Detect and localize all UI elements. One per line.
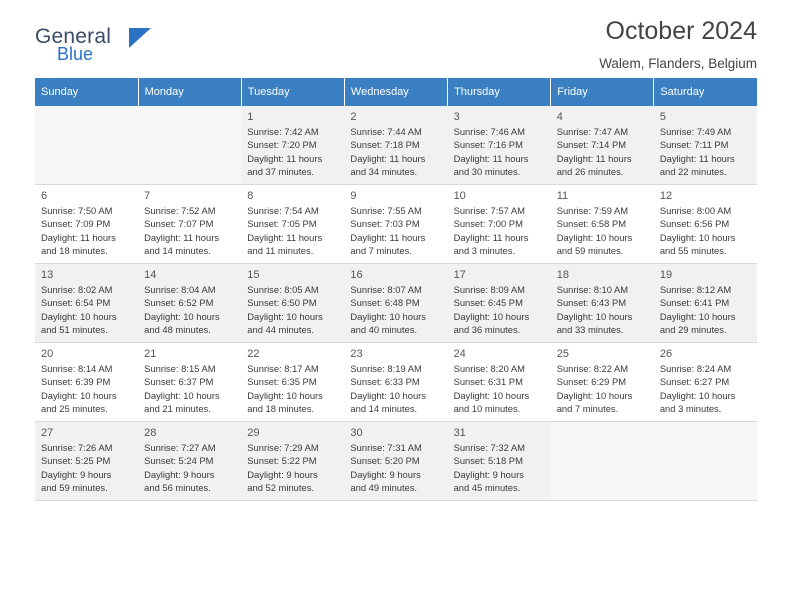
calendar-cell-day[interactable]	[344, 264, 447, 343]
day-detail-line: Daylight: 10 hours	[41, 389, 117, 401]
day-detail-line: Daylight: 11 hours	[453, 231, 529, 243]
day-detail-line: Sunrise: 7:46 AM	[453, 126, 525, 137]
day-number: 10	[453, 190, 466, 202]
day-number: 16	[350, 269, 363, 281]
calendar-cell-day[interactable]	[448, 422, 551, 501]
day-detail-line: Daylight: 10 hours	[659, 310, 736, 322]
day-details	[35, 204, 138, 258]
day-detail-line: Daylight: 10 hours	[350, 389, 426, 401]
day-details	[35, 283, 138, 337]
day-details	[448, 204, 551, 258]
day-detail-line: Sunrise: 7:55 AM	[350, 205, 422, 216]
day-detail-line: Sunset: 7:07 PM	[144, 218, 214, 230]
day-number: 29	[247, 427, 260, 439]
day-detail-line: and 37 minutes.	[247, 166, 314, 178]
day-details	[241, 283, 344, 337]
day-number: 15	[247, 269, 260, 281]
day-details	[138, 204, 241, 258]
day-details	[344, 441, 447, 495]
day-detail-line: and 29 minutes.	[659, 324, 727, 336]
day-detail-line: Daylight: 11 hours	[144, 231, 220, 243]
page-title: October 2024	[605, 17, 757, 45]
day-detail-line: Sunset: 6:48 PM	[350, 297, 420, 309]
day-detail-line: Sunrise: 8:10 AM	[556, 284, 629, 295]
logo	[35, 25, 112, 64]
day-detail-line: Daylight: 9 hours	[350, 468, 421, 480]
day-detail-line: Sunrise: 8:07 AM	[350, 284, 422, 295]
day-detail-line: Sunset: 6:35 PM	[247, 376, 317, 388]
day-detail-line: Daylight: 11 hours	[556, 152, 632, 164]
day-detail-line: and 44 minutes.	[247, 324, 314, 336]
day-detail-line: Sunrise: 7:31 AM	[350, 442, 422, 453]
day-detail-line: Sunset: 6:50 PM	[247, 297, 317, 309]
day-number: 26	[659, 348, 673, 360]
day-details	[241, 125, 344, 179]
day-detail-line: and 22 minutes.	[659, 166, 727, 178]
day-detail-line: Daylight: 10 hours	[453, 310, 530, 322]
day-detail-line: and 36 minutes.	[453, 324, 521, 336]
day-number: 21	[144, 348, 157, 360]
weekday-header-saturday: Saturday	[654, 78, 757, 106]
day-detail-line: Daylight: 10 hours	[556, 389, 633, 401]
day-detail-line: and 45 minutes.	[453, 482, 521, 494]
day-detail-line: Sunrise: 7:29 AM	[247, 442, 319, 453]
day-number: 23	[350, 348, 363, 360]
weekday-header-wednesday: Wednesday	[344, 78, 447, 106]
day-detail-line: Sunset: 7:14 PM	[556, 139, 627, 151]
day-detail-line: Sunset: 7:20 PM	[247, 139, 317, 151]
day-detail-line: Sunrise: 8:20 AM	[453, 363, 525, 374]
day-detail-line: Sunrise: 8:15 AM	[144, 363, 216, 374]
day-number: 6	[41, 190, 48, 202]
day-detail-line: Sunrise: 7:49 AM	[659, 126, 732, 137]
day-detail-line: Sunrise: 7:27 AM	[144, 442, 216, 453]
day-number: 5	[659, 111, 666, 123]
day-detail-line: Sunset: 7:09 PM	[41, 218, 111, 230]
day-detail-line: Sunset: 6:27 PM	[659, 376, 730, 388]
day-number: 14	[144, 269, 157, 281]
day-detail-line: Sunset: 7:00 PM	[453, 218, 523, 230]
day-details	[241, 204, 344, 258]
weekday-header-sunday: Sunday	[35, 78, 138, 106]
day-number: 1	[247, 111, 254, 123]
day-detail-line: and 55 minutes.	[659, 245, 727, 257]
day-detail-line: and 56 minutes.	[144, 482, 211, 494]
day-details	[35, 441, 138, 495]
day-details	[344, 204, 447, 258]
calendar-week-row	[35, 343, 757, 422]
day-number: 24	[453, 348, 466, 360]
day-detail-line: Daylight: 10 hours	[144, 310, 220, 322]
day-detail-line: Sunset: 6:37 PM	[144, 376, 214, 388]
day-detail-line: and 3 minutes.	[659, 403, 722, 415]
day-detail-line: Daylight: 11 hours	[41, 231, 116, 243]
day-detail-line: and 7 minutes.	[350, 245, 412, 257]
day-detail-line: Sunrise: 7:52 AM	[144, 205, 216, 216]
day-detail-line: Sunrise: 7:44 AM	[350, 126, 422, 137]
calendar-cell-day[interactable]	[344, 185, 447, 264]
day-detail-line: and 26 minutes.	[556, 166, 624, 178]
calendar-cell-day[interactable]	[551, 343, 654, 422]
day-detail-line: Daylight: 11 hours	[350, 152, 426, 164]
day-details	[448, 362, 551, 416]
day-detail-line: Daylight: 9 hours	[41, 468, 112, 480]
day-detail-line: Sunrise: 8:00 AM	[659, 205, 732, 216]
day-detail-line: Sunset: 5:25 PM	[41, 455, 111, 467]
day-detail-line: Sunset: 6:58 PM	[556, 218, 627, 230]
day-detail-line: and 25 minutes.	[41, 403, 108, 415]
day-detail-line: Daylight: 11 hours	[350, 231, 426, 243]
calendar-week-row	[35, 422, 757, 501]
weekday-header-monday: Monday	[138, 78, 241, 106]
day-detail-line: Sunset: 6:45 PM	[453, 297, 523, 309]
day-detail-line: and 34 minutes.	[350, 166, 418, 178]
calendar-cell-empty	[35, 106, 138, 185]
day-detail-line: Daylight: 10 hours	[659, 389, 736, 401]
day-detail-line: Sunrise: 8:09 AM	[453, 284, 525, 295]
day-detail-line: Sunrise: 7:47 AM	[556, 126, 629, 137]
day-detail-line: Daylight: 9 hours	[247, 468, 318, 480]
calendar-cell-day[interactable]	[241, 264, 344, 343]
calendar-cell-day[interactable]	[35, 185, 138, 264]
day-detail-line: Daylight: 11 hours	[453, 152, 529, 164]
day-detail-line: Daylight: 10 hours	[247, 389, 323, 401]
day-detail-line: Daylight: 10 hours	[350, 310, 426, 322]
day-details	[138, 441, 241, 495]
day-detail-line: Sunrise: 8:12 AM	[659, 284, 732, 295]
day-detail-line: Sunrise: 7:42 AM	[247, 126, 319, 137]
day-detail-line: Daylight: 11 hours	[247, 231, 323, 243]
day-number: 27	[41, 427, 54, 439]
day-detail-line: and 48 minutes.	[144, 324, 211, 336]
day-detail-line: Sunset: 6:52 PM	[144, 297, 214, 309]
title-block	[599, 18, 757, 71]
day-detail-line: Daylight: 11 hours	[247, 152, 323, 164]
day-number: 13	[41, 269, 54, 281]
calendar-cell-day[interactable]	[138, 264, 241, 343]
day-details	[654, 362, 757, 416]
day-detail-line: and 10 minutes.	[453, 403, 521, 415]
day-detail-line: Daylight: 10 hours	[556, 310, 633, 322]
day-detail-line: Daylight: 9 hours	[453, 468, 524, 480]
calendar-week-row	[35, 264, 757, 343]
calendar-cell-day[interactable]	[448, 264, 551, 343]
day-detail-line: and 21 minutes.	[144, 403, 211, 415]
day-detail-line: Daylight: 11 hours	[659, 152, 735, 164]
calendar-cell-day[interactable]	[241, 185, 344, 264]
calendar-cell-day[interactable]	[654, 106, 757, 185]
day-detail-line: Sunset: 6:29 PM	[556, 376, 627, 388]
day-detail-line: Sunrise: 7:57 AM	[453, 205, 525, 216]
day-number: 20	[41, 348, 54, 360]
day-detail-line: and 52 minutes.	[247, 482, 314, 494]
day-details	[35, 362, 138, 416]
calendar-cell-day[interactable]	[344, 422, 447, 501]
day-number: 7	[144, 190, 151, 202]
page-header	[35, 0, 757, 71]
day-number: 31	[453, 427, 466, 439]
day-details	[551, 283, 654, 337]
day-detail-line: Sunset: 6:33 PM	[350, 376, 420, 388]
day-number: 12	[659, 190, 673, 202]
day-detail-line: Daylight: 10 hours	[556, 231, 633, 243]
day-detail-line: Sunset: 5:20 PM	[350, 455, 420, 467]
day-detail-line: Sunrise: 7:50 AM	[41, 205, 113, 216]
day-details	[654, 204, 757, 258]
calendar-cell-day[interactable]	[138, 185, 241, 264]
day-detail-line: Sunset: 7:18 PM	[350, 139, 420, 151]
day-number: 18	[556, 269, 569, 281]
day-number: 3	[453, 111, 460, 123]
day-detail-line: and 11 minutes.	[247, 245, 314, 257]
day-detail-line: and 30 minutes.	[453, 166, 521, 178]
day-details	[344, 125, 447, 179]
day-detail-line: Sunrise: 8:19 AM	[350, 363, 422, 374]
calendar-cell-day[interactable]	[138, 422, 241, 501]
calendar-cell-day[interactable]	[344, 343, 447, 422]
calendar-week-row	[35, 106, 757, 185]
calendar-cell-day[interactable]	[654, 264, 757, 343]
day-details	[654, 283, 757, 337]
day-details	[448, 441, 551, 495]
day-detail-line: and 7 minutes.	[556, 403, 619, 415]
calendar-cell-day[interactable]	[654, 343, 757, 422]
calendar-cell-day[interactable]	[448, 185, 551, 264]
day-detail-line: Sunset: 7:05 PM	[247, 218, 317, 230]
calendar-cell-empty	[551, 422, 654, 501]
day-details	[448, 283, 551, 337]
day-detail-line: Sunset: 6:56 PM	[659, 218, 730, 230]
day-detail-line: Sunrise: 7:32 AM	[453, 442, 525, 453]
day-detail-line: Sunrise: 7:59 AM	[556, 205, 629, 216]
day-detail-line: Sunset: 6:41 PM	[659, 297, 730, 309]
day-detail-line: Sunrise: 8:14 AM	[41, 363, 113, 374]
day-detail-line: Sunset: 5:18 PM	[453, 455, 523, 467]
calendar-cell-day[interactable]	[35, 422, 138, 501]
day-detail-line: Sunrise: 8:05 AM	[247, 284, 319, 295]
day-detail-line: Daylight: 10 hours	[659, 231, 736, 243]
day-details	[654, 125, 757, 179]
calendar-body	[35, 106, 757, 501]
calendar-cell-day[interactable]	[241, 106, 344, 185]
day-detail-line: and 59 minutes.	[41, 482, 108, 494]
day-number: 9	[350, 190, 357, 202]
calendar-cell-day[interactable]	[241, 343, 344, 422]
day-number: 4	[556, 111, 563, 123]
day-detail-line: Sunrise: 8:24 AM	[659, 363, 732, 374]
day-detail-line: and 14 minutes.	[350, 403, 418, 415]
day-details	[551, 362, 654, 416]
day-detail-line: Sunrise: 7:54 AM	[247, 205, 319, 216]
day-number: 8	[247, 190, 254, 202]
day-number: 30	[350, 427, 363, 439]
day-detail-line: and 3 minutes.	[453, 245, 516, 257]
day-number: 19	[659, 269, 673, 281]
logo-general-text: General	[35, 25, 112, 48]
calendar-cell-day[interactable]	[138, 343, 241, 422]
calendar-cell-day[interactable]	[35, 343, 138, 422]
day-detail-line: Sunrise: 8:04 AM	[144, 284, 216, 295]
day-detail-line: Daylight: 10 hours	[453, 389, 530, 401]
day-number: 17	[453, 269, 466, 281]
day-detail-line: Sunset: 5:24 PM	[144, 455, 214, 467]
day-detail-line: Sunset: 5:22 PM	[247, 455, 317, 467]
day-details	[448, 125, 551, 179]
calendar-cell-day[interactable]	[551, 185, 654, 264]
day-number: 11	[556, 190, 569, 202]
calendar-cell-day[interactable]	[654, 185, 757, 264]
day-detail-line: and 51 minutes.	[41, 324, 108, 336]
day-details	[551, 125, 654, 179]
day-detail-line: Daylight: 10 hours	[144, 389, 220, 401]
day-detail-line: Sunset: 6:54 PM	[41, 297, 111, 309]
calendar-cell-day[interactable]	[344, 106, 447, 185]
weekday-header-tuesday: Tuesday	[241, 78, 344, 106]
day-details	[138, 283, 241, 337]
calendar-table	[35, 78, 757, 501]
calendar-cell-day[interactable]	[448, 106, 551, 185]
calendar-cell-day[interactable]	[35, 264, 138, 343]
day-detail-line: Sunset: 7:03 PM	[350, 218, 420, 230]
location-subtitle: Walem, Flanders, Belgium	[599, 55, 757, 71]
day-detail-line: and 14 minutes.	[144, 245, 211, 257]
day-details	[344, 283, 447, 337]
day-detail-line: Daylight: 10 hours	[41, 310, 117, 322]
day-detail-line: Sunrise: 7:26 AM	[41, 442, 113, 453]
day-detail-line: Daylight: 9 hours	[144, 468, 215, 480]
calendar-cell-empty	[138, 106, 241, 185]
day-detail-line: Sunrise: 8:22 AM	[556, 363, 629, 374]
calendar-cell-day[interactable]	[551, 106, 654, 185]
day-detail-line: and 18 minutes.	[41, 245, 108, 257]
weekday-header-thursday: Thursday	[448, 78, 551, 106]
day-details	[344, 362, 447, 416]
day-number: 22	[247, 348, 260, 360]
calendar-cell-empty	[654, 422, 757, 501]
day-detail-line: and 49 minutes.	[350, 482, 418, 494]
day-detail-line: and 18 minutes.	[247, 403, 314, 415]
day-detail-line: Sunrise: 8:02 AM	[41, 284, 113, 295]
day-detail-line: Sunset: 6:31 PM	[453, 376, 523, 388]
day-detail-line: Sunset: 6:43 PM	[556, 297, 627, 309]
day-detail-line: Sunset: 6:39 PM	[41, 376, 111, 388]
day-detail-line: Sunset: 7:11 PM	[659, 139, 729, 151]
day-detail-line: and 59 minutes.	[556, 245, 624, 257]
day-details	[551, 204, 654, 258]
day-details	[241, 441, 344, 495]
calendar-week-row	[35, 185, 757, 264]
day-number: 28	[144, 427, 157, 439]
day-detail-line: and 33 minutes.	[556, 324, 624, 336]
day-details	[138, 362, 241, 416]
day-detail-line: Sunset: 7:16 PM	[453, 139, 523, 151]
day-detail-line: Sunrise: 8:17 AM	[247, 363, 319, 374]
weekday-header-row	[35, 78, 757, 106]
weekday-header-friday: Friday	[551, 78, 654, 106]
calendar-cell-day[interactable]	[241, 422, 344, 501]
flag-icon	[129, 28, 151, 48]
day-number: 25	[556, 348, 569, 360]
day-number: 2	[350, 111, 357, 123]
day-details	[241, 362, 344, 416]
day-detail-line: Daylight: 10 hours	[247, 310, 323, 322]
calendar-cell-day[interactable]	[448, 343, 551, 422]
logo-blue-text: Blue	[57, 44, 94, 64]
calendar-cell-day[interactable]	[551, 264, 654, 343]
day-detail-line: and 40 minutes.	[350, 324, 418, 336]
